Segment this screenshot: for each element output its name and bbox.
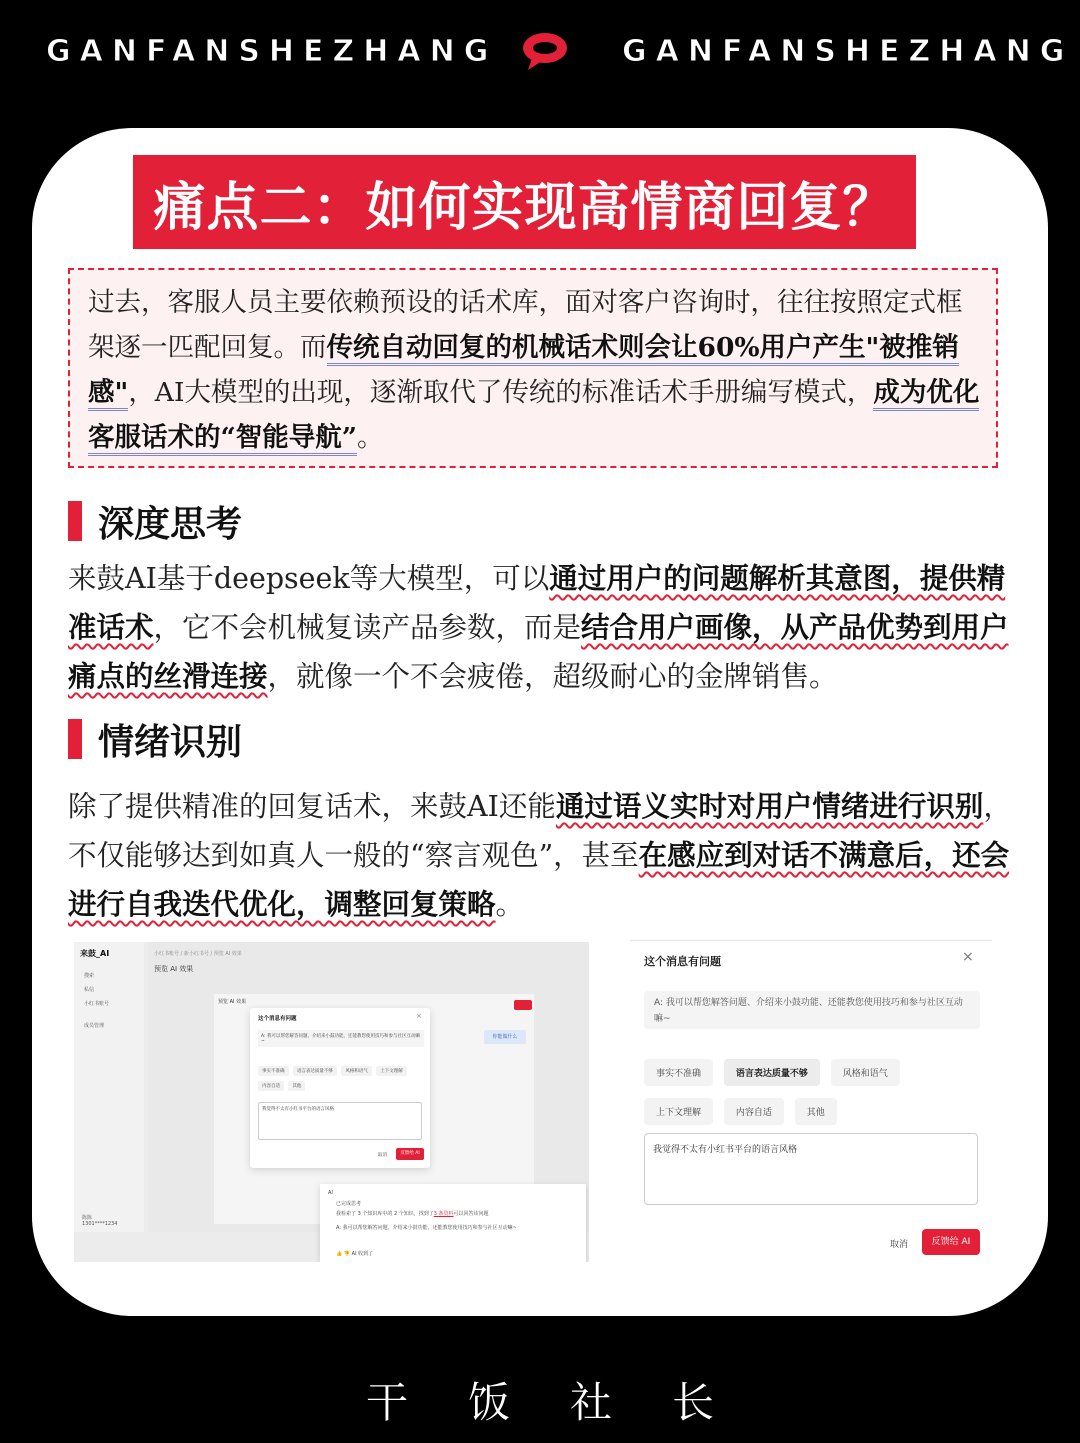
brand-text-left: GANFANSHEZHANG xyxy=(46,34,498,69)
chip-inaccurate[interactable]: 事实不准确 xyxy=(644,1059,713,1086)
dialog-title: 这个消息有问题 xyxy=(644,955,721,968)
feedback-modal xyxy=(250,1008,430,1168)
page-title: 痛点二：如何实现高情商回复？ xyxy=(133,155,916,249)
submit-feedback-button[interactable]: 反馈给 AI xyxy=(396,1148,424,1160)
search-tail: 可以回答该问题 xyxy=(453,1211,489,1217)
section-bar xyxy=(68,719,82,759)
section-bar xyxy=(68,501,82,541)
app-screenshot-preview xyxy=(74,942,589,1262)
s1-text-3: ，就像一个不会疲倦，超级耐心的金牌销售。 xyxy=(267,660,838,693)
brand-text-right: GANFANSHEZHANG xyxy=(622,34,1074,69)
quoted-message: A: 我可以帮您解答问题、介绍来小鼓功能、还能教您使用技巧和参与社区互动嘛~ xyxy=(644,991,980,1029)
thinking-status[interactable]: 已完成思考 xyxy=(336,1201,362,1207)
sidebar-item-members[interactable]: 成员管理 xyxy=(84,1023,105,1029)
ai-label: AI xyxy=(328,1190,333,1196)
s2-text-3: 。 xyxy=(495,888,525,921)
chip-other[interactable]: 其他 xyxy=(288,1081,305,1091)
chip-language-quality[interactable]: 语言表达质量不够 xyxy=(293,1066,337,1076)
s1-text-2: ，它不会机械复读产品参数，而是 xyxy=(153,611,582,644)
feedback-chips xyxy=(644,1059,984,1137)
feedback-chips xyxy=(258,1066,428,1096)
sidebar-item-messages[interactable]: 私信 xyxy=(84,987,95,993)
chip-style[interactable]: 风格和语气 xyxy=(831,1059,900,1086)
top-bar xyxy=(0,28,1080,78)
app-logo: 来鼓_AI xyxy=(80,949,110,958)
s1-highlight-2: 结合用户画像，从产品优势到用户痛点的丝滑连接 xyxy=(68,610,1009,693)
source-link[interactable]: 3 条资料 xyxy=(433,1211,454,1217)
s2-text-2: ，不仅能够达到如真人一般的“察言观色”，甚至 xyxy=(68,790,1012,872)
close-icon[interactable]: × xyxy=(416,1012,422,1020)
intro-part-3: 。 xyxy=(357,422,384,453)
intro-highlight-2: 成为优化客服话术的“智能导航” xyxy=(88,377,979,456)
intro-text xyxy=(88,280,988,460)
footer-signature: 干饭社长 xyxy=(365,1378,774,1427)
intro-highlight-1: 传统自动回复的机械话术则会让60%用户产生"被推销感" xyxy=(88,332,959,411)
intro-part-2: ，AI大模型的出现，逐渐取代了传统的标准话术手册编写模式， xyxy=(128,377,874,408)
modal-title: 这个消息有问题 xyxy=(258,1016,297,1022)
chip-other[interactable]: 其他 xyxy=(795,1098,837,1125)
ai-answer: A: 我可以帮您解答问题、介绍来小鼓功能、还能教您使用技巧和参与社区互动嘛~ xyxy=(336,1225,517,1231)
chip-language-quality[interactable]: 语言表达质量不够 xyxy=(724,1059,820,1086)
sidebar-item-accounts[interactable]: 小红书账号 xyxy=(84,1001,110,1007)
page-title: 预览 AI 效果 xyxy=(154,965,194,973)
feedback-input[interactable]: 我觉得不太有小红书平台的语言风格 xyxy=(258,1102,422,1140)
s2-highlight-1: 通过语义实时对用户情绪进行识别 xyxy=(555,789,984,823)
section-head-emotion xyxy=(68,716,242,762)
chip-inaccurate[interactable]: 事实不准确 xyxy=(258,1066,289,1076)
cancel-button[interactable]: 取消 xyxy=(378,1153,387,1158)
feedback-dialog-zoom xyxy=(630,940,992,1267)
section-head-deep-thinking xyxy=(68,498,242,544)
breadcrumb: 小红书账号 / 新小红书号 / 预览 AI 效果 xyxy=(154,951,242,957)
s1-text-1: 来鼓AI基于deepseek等大模型，可以 xyxy=(68,562,550,595)
section2-paragraph xyxy=(68,782,1018,929)
user-name: 陈陈 xyxy=(82,1215,93,1221)
search-summary xyxy=(336,1210,576,1217)
search-text: 我检索了 3 个知识库中的 2 个知识，找到了 xyxy=(336,1211,434,1217)
intro-part-1: 过去，客服人员主要依赖预设的话术库，面对客户咨询时，往往按照定式框架逐一匹配回复。而 xyxy=(88,287,963,363)
chip-style[interactable]: 风格和语气 xyxy=(341,1066,372,1076)
s1-highlight-1: 通过用户的问题解析其意图，提供精准话术 xyxy=(68,561,1006,644)
panel-title: 预览 AI 效果 xyxy=(218,999,247,1005)
s2-text-1: 除了提供精准的回复话术，来鼓AI还能 xyxy=(68,790,556,823)
section1-paragraph xyxy=(68,554,1018,701)
thumbs-down-icon[interactable]: 👎 xyxy=(343,1251,351,1257)
suggestion-chip[interactable]: 你能做什么 xyxy=(484,1030,526,1044)
intro-box xyxy=(68,268,998,468)
section-title: 深度思考 xyxy=(98,502,243,545)
chip-content[interactable]: 内容自适 xyxy=(724,1098,784,1125)
s2-highlight-2: 在感应到对话不满意后，还会进行自我迭代优化，调整回复策略 xyxy=(68,838,1010,921)
quoted-message: A: 我可以帮您解答问题、介绍来小鼓功能、还能教您使用技巧和参与社区互动嘛~ xyxy=(258,1030,424,1047)
user-phone: 1301****1234 xyxy=(82,1221,118,1227)
thumbs-up-icon[interactable]: 👍 xyxy=(336,1251,343,1257)
ai-answer-card xyxy=(320,1184,586,1262)
submit-feedback-button[interactable]: 反馈给 AI xyxy=(922,1229,980,1255)
red-action-button[interactable] xyxy=(514,1000,532,1010)
chip-context[interactable]: 上下文理解 xyxy=(376,1066,407,1076)
chip-context[interactable]: 上下文理解 xyxy=(644,1098,713,1125)
feedback-input[interactable]: 我觉得不太有小红书平台的语言风格 xyxy=(644,1133,978,1205)
speech-bubble-icon xyxy=(520,30,570,72)
feedback-status xyxy=(336,1250,373,1257)
sidebar-item-search[interactable]: 搜索 xyxy=(84,973,95,979)
cancel-button[interactable]: 取消 xyxy=(890,1240,909,1250)
section-title: 情绪识别 xyxy=(98,720,243,763)
chip-content[interactable]: 内容自适 xyxy=(258,1081,284,1091)
sidebar xyxy=(74,942,144,1232)
close-icon[interactable]: × xyxy=(962,949,974,965)
feedback-text: AI 收到了 xyxy=(351,1251,374,1257)
